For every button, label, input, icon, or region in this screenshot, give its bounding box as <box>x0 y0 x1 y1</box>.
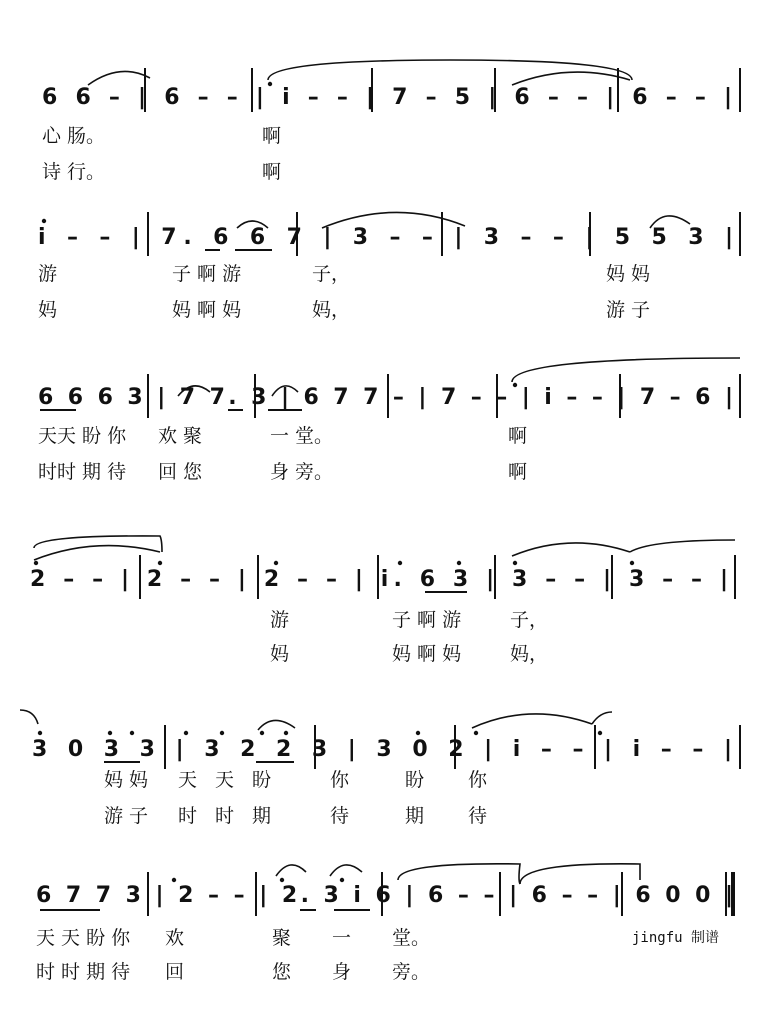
high-octave-dot <box>630 561 634 565</box>
tie-arc <box>34 546 160 560</box>
high-octave-dot <box>158 561 162 565</box>
lyric-verse2: 游 子 <box>606 299 651 321</box>
lyric-verse2: 身 <box>332 961 352 983</box>
tie-arc <box>512 72 630 85</box>
lyric-verse2: 诗 行。 <box>42 161 106 183</box>
notation-line: 6 6 – | 6 – – | i – – | 7 – 5 | 6 – – | 6 – – | <box>42 85 733 110</box>
lyric-verse2: 时 <box>178 805 198 827</box>
high-octave-dot <box>42 219 46 223</box>
lyric-verse2: 妈 <box>270 643 290 665</box>
lyric-verse1: 妈 妈 <box>104 769 149 791</box>
lyric-verse2: 游 子 <box>104 805 149 827</box>
high-octave-dot <box>280 878 284 882</box>
lyric-verse2: 回 <box>165 961 185 983</box>
notation-line: 3 0 3 3 | 3 2 2 3 | 3 0 2 | i – – | i – – | <box>32 737 732 762</box>
lyric-verse2: 妈， <box>510 643 549 665</box>
high-octave-dot <box>130 731 134 735</box>
lyric-verse2: 时时 期 待 <box>38 461 127 483</box>
lyric-verse2: 待 <box>468 805 488 827</box>
lyric-verse1: 聚 <box>272 927 292 949</box>
lyric-verse1: 妈 妈 <box>606 263 651 285</box>
high-octave-dot <box>172 878 176 882</box>
lyric-verse1: 欢 聚 <box>158 425 203 447</box>
lyric-verse2: 回 您 <box>158 461 203 483</box>
high-octave-dot <box>108 731 112 735</box>
high-octave-dot <box>274 561 278 565</box>
lyric-verse1: 子， <box>510 609 549 631</box>
slur-arc <box>472 714 592 728</box>
notation-line: 6 7 7 3 | 2 – – | 2. 3 i 6 | 6 – – | 6 – – | 6 0 0 ‖ <box>36 883 736 908</box>
tie-arc <box>276 865 306 876</box>
notation-line: i – – | 7. 6 6 7 | 3 – – | 3 – – | 5 5 3 | <box>38 225 733 250</box>
high-octave-dot <box>184 731 188 735</box>
stave-1 <box>42 60 740 183</box>
lyric-verse2: 期 <box>252 805 272 827</box>
high-octave-dot <box>38 731 42 735</box>
lyric-verse1: 堂。 <box>392 927 431 949</box>
tie-arc <box>592 712 612 724</box>
tie-arc <box>258 720 295 730</box>
slur-arc <box>34 536 162 552</box>
slur-arc <box>398 864 520 884</box>
lyric-verse1: 子， <box>312 263 351 285</box>
high-octave-dot <box>416 731 420 735</box>
slur-arc <box>512 358 740 382</box>
lyric-verse1: 天 <box>215 769 235 791</box>
high-octave-dot <box>598 731 602 735</box>
lyric-verse2: 妈 <box>38 299 58 321</box>
lyric-verse2: 时 <box>215 805 235 827</box>
high-octave-dot <box>398 561 402 565</box>
lyric-verse2: 啊 <box>508 461 528 483</box>
lyric-verse1: 一 <box>332 927 352 949</box>
lyric-verse1: 心 肠。 <box>42 125 106 147</box>
lyric-verse1: 游 <box>270 609 290 631</box>
lyric-verse1: 游 <box>38 263 58 285</box>
lyric-verse1: 你 <box>330 769 350 791</box>
stave-6 <box>36 864 736 983</box>
lyric-verse2: 待 <box>330 805 350 827</box>
lyric-verse2: 您 <box>272 961 292 983</box>
lyric-verse1: 啊 <box>262 125 282 147</box>
transcriber-credit: jingfu 制谱 <box>632 930 720 946</box>
lyric-verse1: 盼 <box>252 769 272 791</box>
lyric-verse1: 天天 盼 你 <box>38 425 127 447</box>
notation-line: 2 – – | 2 – – | 2 – – | i. 6 3 | 3 – – | 3 – – | <box>30 567 729 592</box>
slur-arc <box>630 540 735 552</box>
lyric-verse1: 欢 <box>165 927 185 949</box>
notation-line: 6 6 6 3 | 7 7. 3 | 6 7 7 – | 7 – – | i – – | 7 – 6 | <box>38 385 733 410</box>
lyric-verse2: 啊 <box>262 161 282 183</box>
stave-4 <box>30 536 735 665</box>
tie-arc <box>512 543 630 556</box>
lyric-verse1: 啊 <box>508 425 528 447</box>
lyric-verse2: 妈 啊 妈 <box>172 299 242 321</box>
lyric-verse1: 天 天 盼 你 <box>36 927 131 949</box>
stave-2 <box>38 212 740 321</box>
slur-arc <box>268 60 632 80</box>
high-octave-dot <box>220 731 224 735</box>
lyric-verse1: 盼 <box>405 769 425 791</box>
lyric-verse2: 妈 啊 妈 <box>392 643 462 665</box>
high-octave-dot <box>340 878 344 882</box>
lyric-verse2: 身 旁。 <box>270 461 334 483</box>
lyric-verse1: 天 <box>178 769 198 791</box>
tie-arc <box>20 710 38 724</box>
lyric-verse2: 期 <box>405 805 425 827</box>
high-octave-dot <box>284 731 288 735</box>
tie-arc <box>88 71 150 85</box>
high-octave-dot <box>34 561 38 565</box>
lyric-verse2: 时 时 期 待 <box>36 961 131 983</box>
stave-5 <box>20 710 740 827</box>
high-octave-dot <box>260 731 264 735</box>
lyric-verse1: 你 <box>468 769 488 791</box>
stave-3 <box>38 358 740 483</box>
high-octave-dot <box>513 561 517 565</box>
lyric-verse2: 妈， <box>312 299 351 321</box>
lyric-verse2: 旁。 <box>392 961 431 983</box>
high-octave-dot <box>474 731 478 735</box>
lyric-verse1: 一 堂。 <box>270 425 334 447</box>
tie-arc <box>330 865 362 876</box>
lyric-verse1: 子 啊 游 <box>172 263 242 285</box>
high-octave-dot <box>457 561 461 565</box>
lyric-verse1: 子 啊 游 <box>392 609 462 631</box>
